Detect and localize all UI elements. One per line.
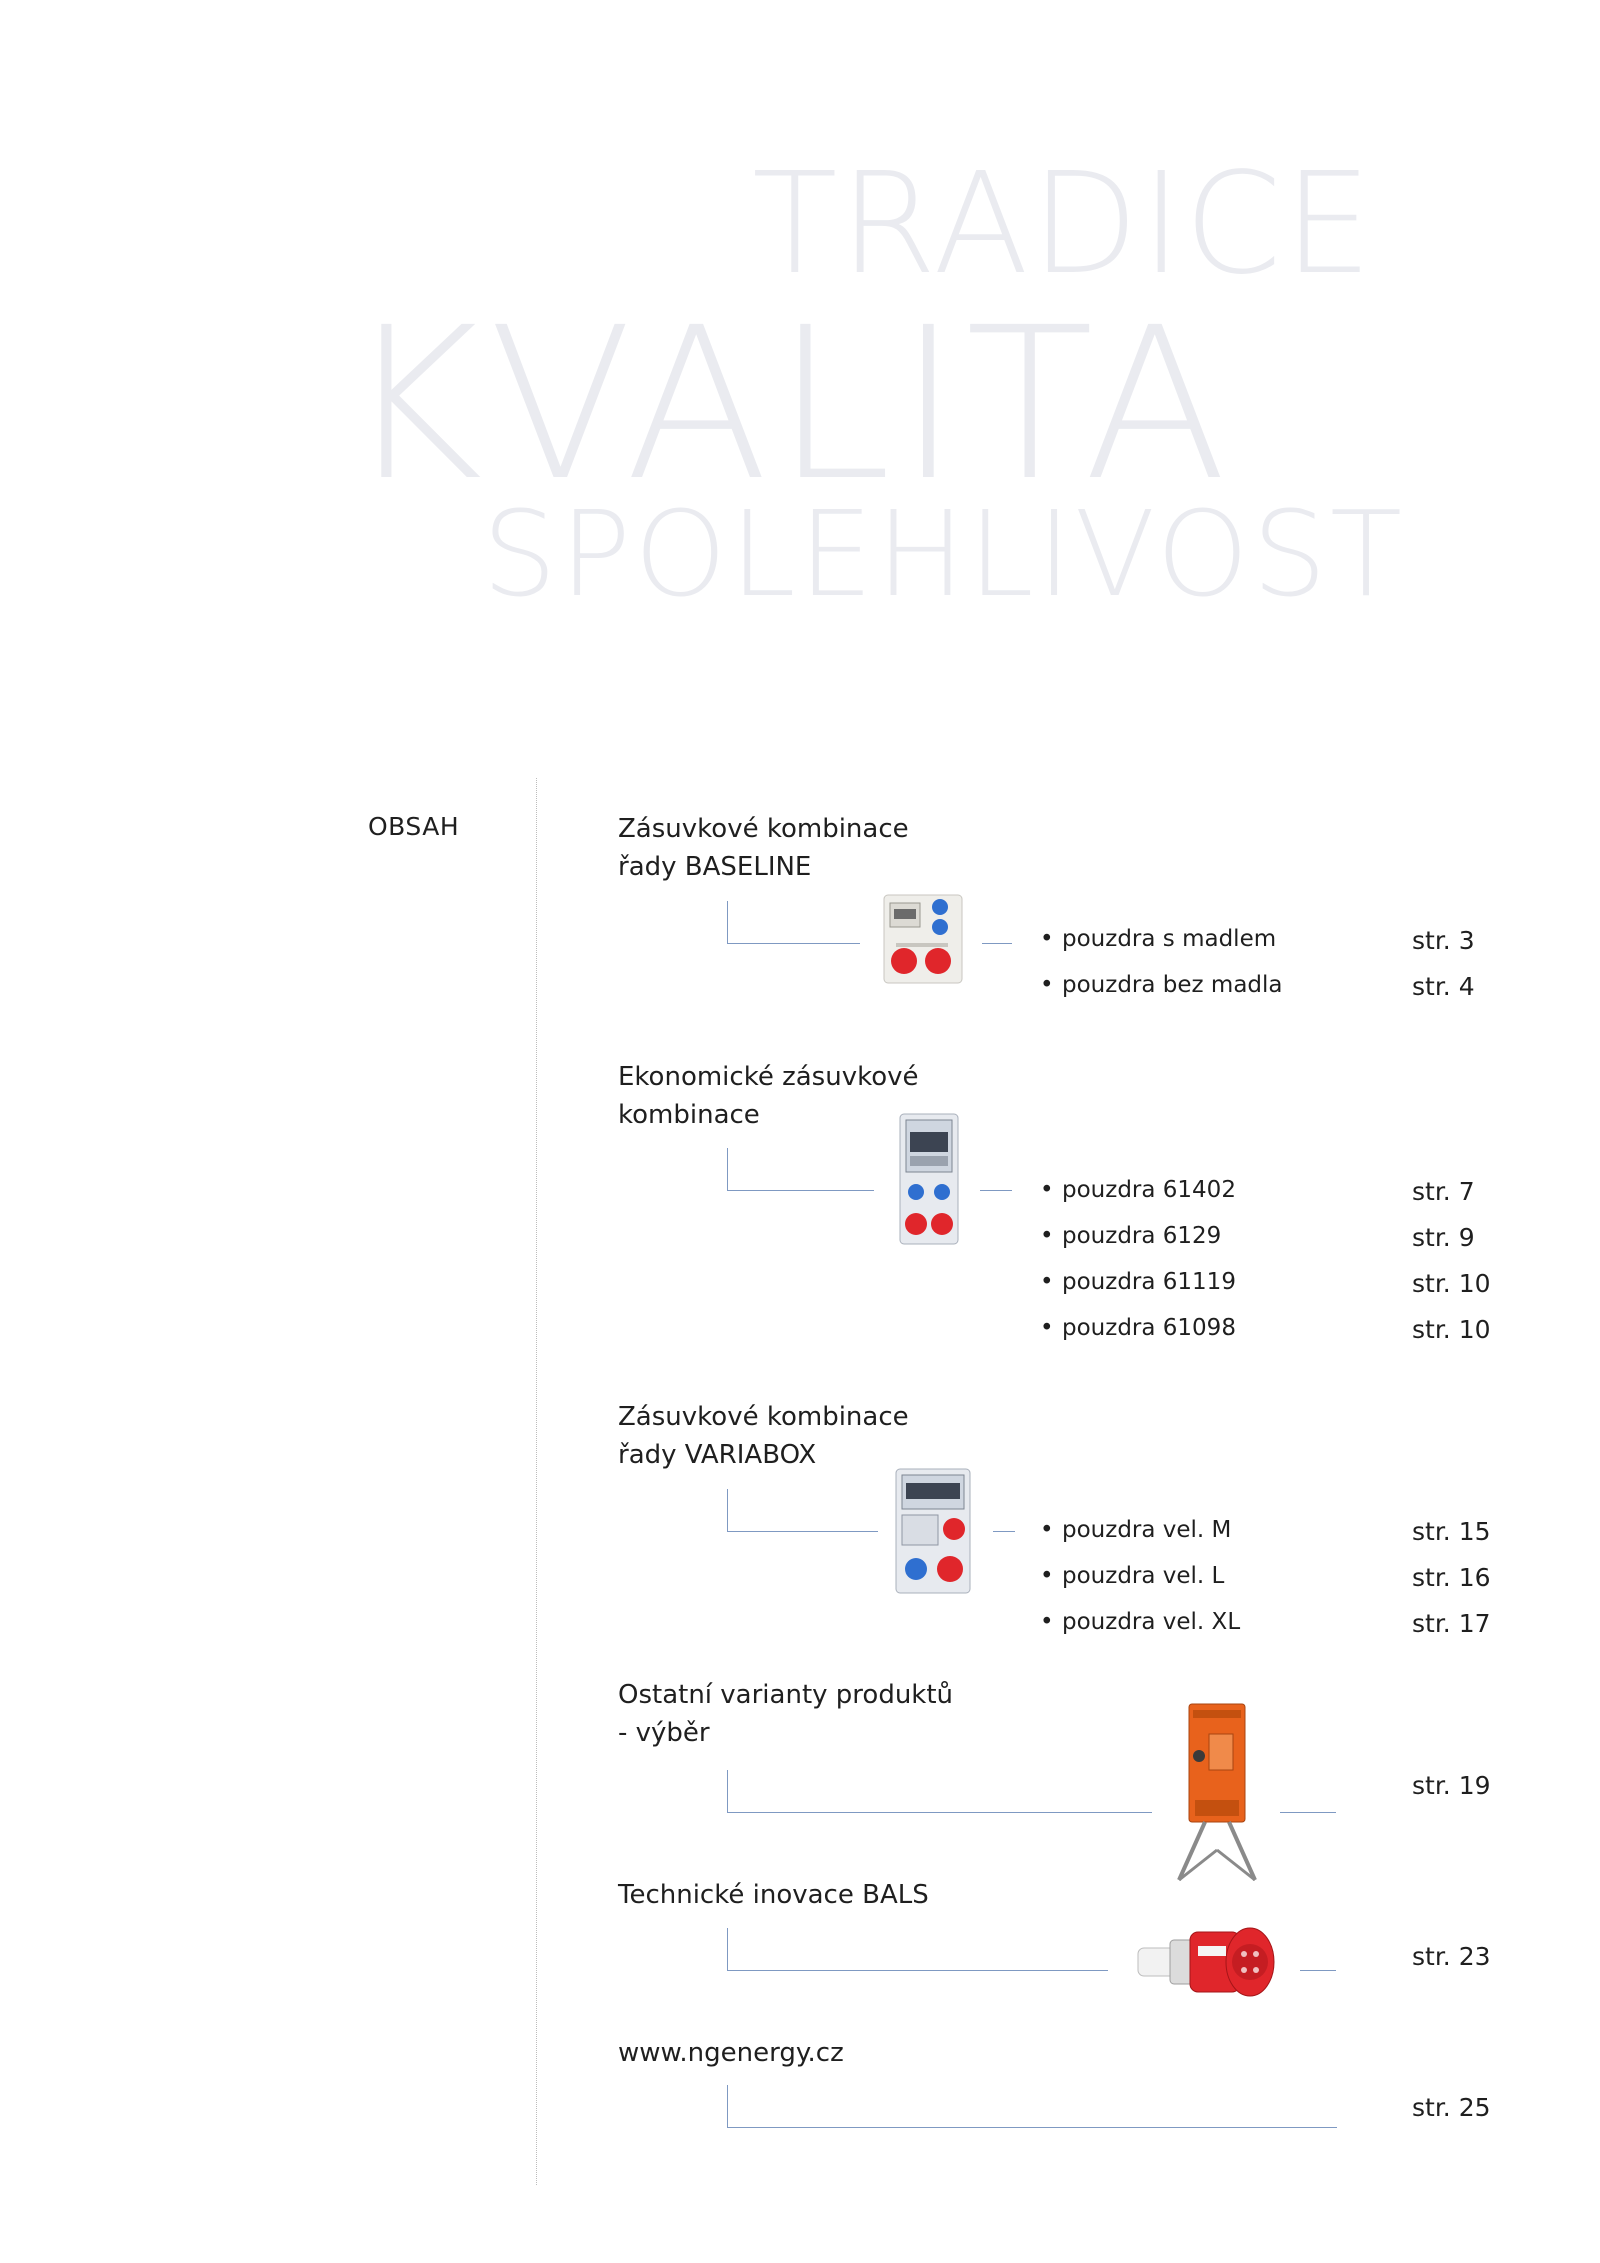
section-title-line: Zásuvkové kombinace	[618, 814, 909, 844]
website-link[interactable]: www.ngenergy.cz	[618, 2038, 844, 2068]
page-ref: str. 19	[1412, 1771, 1491, 1800]
section-dash	[1280, 1812, 1336, 1813]
variabox-socket-box-image	[894, 1467, 972, 1595]
page-ref: str. 25	[1412, 2093, 1491, 2122]
section-title-ekonomicke	[618, 1058, 919, 1134]
section-title-variabox	[618, 1398, 909, 1474]
section-connector	[727, 901, 860, 944]
section-title-line: Ostatní varianty produktů	[618, 1680, 954, 1710]
page-ref: str. 17	[1412, 1609, 1491, 1638]
section-dash	[1300, 1970, 1336, 1971]
hero-word-spolehlivost: SPOLEHLIVOST	[482, 485, 1406, 623]
list-item: • pouzdra 61402	[1062, 1177, 1236, 1203]
section-dash	[982, 943, 1012, 944]
section-title-line: řady BASELINE	[618, 852, 812, 882]
section-connector	[727, 1928, 1108, 1971]
list-item: • pouzdra vel. XL	[1062, 1609, 1240, 1635]
page-ref: str. 10	[1412, 1315, 1491, 1344]
section-title-ostatni	[618, 1676, 953, 1752]
list-item: • pouzdra bez madla	[1062, 972, 1283, 998]
section-title-line: Ekonomické zásuvkové	[618, 1062, 919, 1092]
page-ref: str. 9	[1412, 1223, 1475, 1252]
page-ref: str. 16	[1412, 1563, 1491, 1592]
ekonomicke-socket-box-image	[898, 1112, 960, 1246]
section-connector	[727, 1148, 874, 1191]
list-item: • pouzdra s madlem	[1062, 926, 1276, 952]
distribution-box-image	[1165, 1700, 1265, 1895]
section-title-line: kombinace	[618, 1100, 760, 1130]
list-item: • pouzdra 61098	[1062, 1315, 1236, 1341]
hero-word-kvalita: KVALITA	[345, 282, 1234, 527]
industrial-plug-image	[1134, 1918, 1280, 2006]
list-item: • pouzdra 61119	[1062, 1269, 1236, 1295]
page-ref: str. 7	[1412, 1177, 1475, 1206]
section-title-line: - výběr	[618, 1718, 710, 1748]
list-item: • pouzdra vel. L	[1062, 1563, 1224, 1589]
list-item: • pouzdra vel. M	[1062, 1517, 1231, 1543]
section-title-line: řady VARIABOX	[618, 1440, 817, 1470]
page-ref: str. 3	[1412, 926, 1475, 955]
section-title-line: Technické inovace BALS	[618, 1880, 929, 1910]
baseline-socket-box-image	[882, 893, 964, 985]
section-connector	[727, 1489, 878, 1532]
toc-label: OBSAH	[368, 812, 460, 841]
page-ref: str. 15	[1412, 1517, 1491, 1546]
list-item: • pouzdra 6129	[1062, 1223, 1221, 1249]
toc-divider	[536, 778, 537, 2185]
section-connector	[727, 2085, 1337, 2128]
section-title-line: Zásuvkové kombinace	[618, 1402, 909, 1432]
section-dash	[980, 1190, 1012, 1191]
section-dash	[993, 1531, 1015, 1532]
section-title-technicke	[618, 1876, 929, 1914]
page-ref: str. 23	[1412, 1942, 1491, 1971]
section-title-baseline	[618, 810, 909, 886]
page-ref: str. 10	[1412, 1269, 1491, 1298]
hero-word-tradice: TRADICE	[752, 143, 1375, 306]
section-title-website	[618, 2034, 844, 2072]
page-ref: str. 4	[1412, 972, 1475, 1001]
section-connector	[727, 1770, 1152, 1813]
